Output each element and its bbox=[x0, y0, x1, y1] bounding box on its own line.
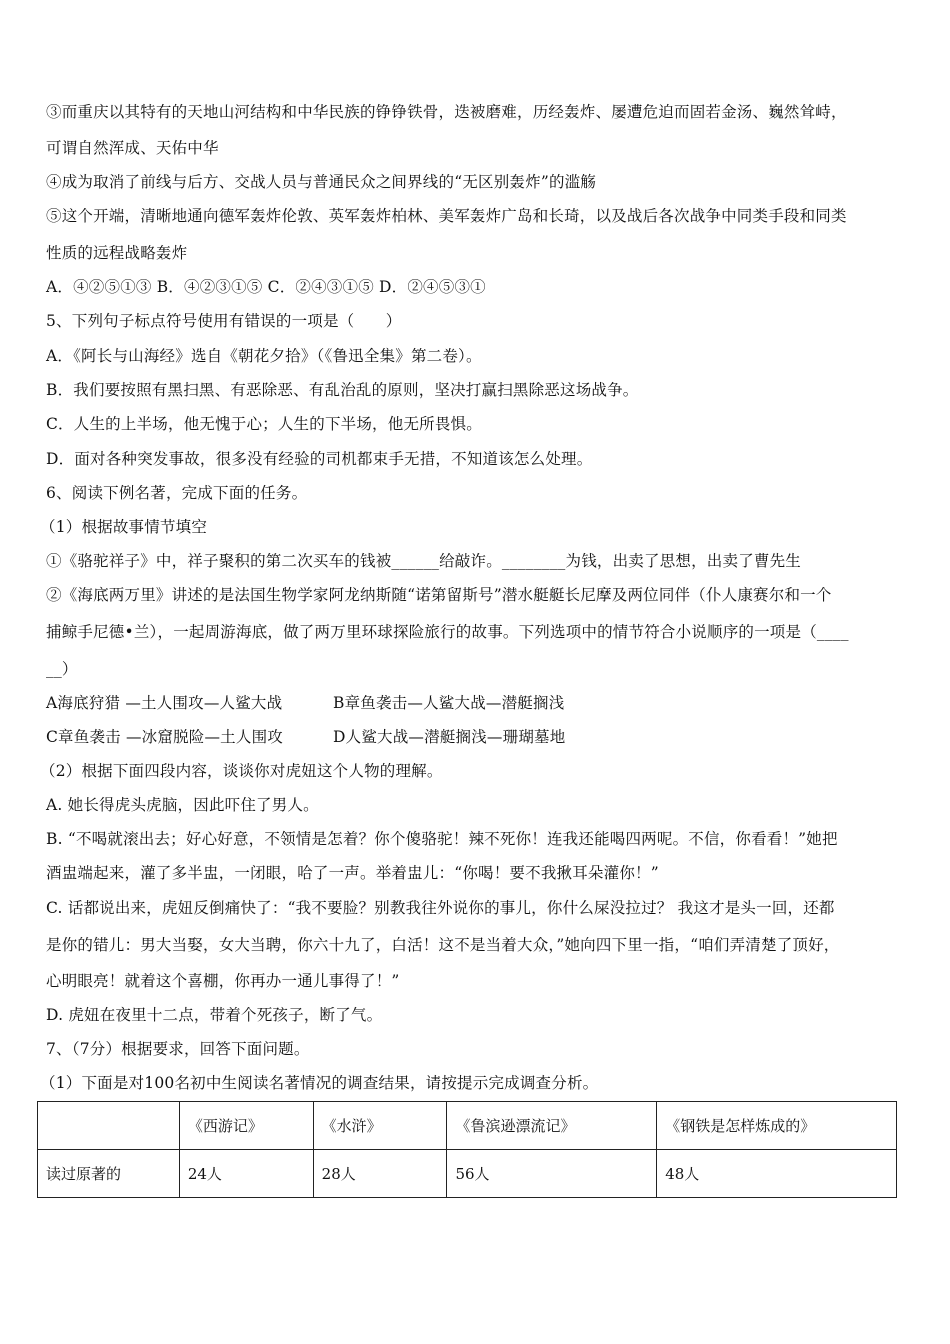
q7-part-1-text: （1）下面是对100名初中生阅读名著情况的调查结果，请按提示完成调查分析。 bbox=[40, 1074, 599, 1092]
table-header-cell bbox=[38, 1102, 180, 1150]
table-header-cell: 《钢铁是怎样炼成的》 bbox=[657, 1102, 897, 1150]
q6-option-d: D人鲨大战—潜艇搁浅—珊瑚墓地 bbox=[333, 728, 566, 746]
table-cell: 56人 bbox=[447, 1150, 657, 1198]
q6-option-b: B章鱼袭击—人鲨大战—潜艇搁浅 bbox=[333, 694, 565, 712]
q6-options-row-2 bbox=[46, 726, 916, 748]
option-3-text-cont: 可谓自然浑成、天佑中华 bbox=[46, 139, 219, 157]
table-header-cell: 《西游记》 bbox=[179, 1102, 313, 1150]
q6-item-2-text: ②《海底两万里》讲述的是法国生物学家阿龙纳斯随“诺第留斯号”潜水艇艇长尼摩及两位同伴（仆人康赛尔和一个 bbox=[46, 586, 832, 604]
q4-answer-choices: A．④②⑤①③ B．④②③①⑤ C．②④③①⑤ D．②④⑤③① bbox=[46, 278, 486, 296]
q6-part-1-heading: （1）根据故事情节填空 bbox=[40, 518, 208, 536]
question-5-stem: 5、下列句子标点符号使用有错误的一项是（ ） bbox=[46, 312, 402, 330]
q6-fill-blank-1: ①《骆驼祥子》中，祥子聚积的第二次买车的钱被______给敲诈。________为钱，出卖了思想，出卖了曹先生 bbox=[46, 552, 802, 570]
table-header-row bbox=[38, 1102, 897, 1150]
q6-options-row-1 bbox=[46, 692, 916, 714]
q6-passage-c-cont: 是你的错儿：男大当娶，女大当聘，你六十九了，白活！这不是当着大众，”她向四下里一指，“咱们弄清楚了顶好， bbox=[46, 936, 840, 954]
q5-choice-a: A．《阿长与山海经》选自《朝花夕拾》（《鲁迅全集》第二卷）。 bbox=[46, 347, 482, 365]
q6-part-2-heading: （2）根据下面四段内容，谈谈你对虎妞这个人物的理解。 bbox=[40, 762, 443, 780]
table-cell: 28人 bbox=[313, 1150, 447, 1198]
q6-passage-c: C. 话都说出来，虎妞反倒痛快了：“我不要脸？别教我往外说你的事儿，你什么屎没拉过？ 我这才是头一回，还都 bbox=[46, 899, 835, 917]
q6-option-a: A海底狩猎 —土人围攻—人鲨大战 bbox=[46, 694, 283, 712]
q5-choice-b: B．我们要按照有黑扫黑、有恶除恶、有乱治乱的原则，坚决打赢扫黑除恶这场战争。 bbox=[46, 381, 639, 399]
q6-passage-c-end: 心明眼亮！就着这个喜棚，你再办一通儿事得了！” bbox=[46, 972, 400, 990]
q6-option-c: C章鱼袭击 —冰窟脱险—土人围攻 bbox=[46, 728, 283, 746]
option-5-text: ⑤这个开端，清晰地通向德军轰炸伦敦、英军轰炸柏林、美军轰炸广岛和长琦，以及战后各次战争中同类手段和同类 bbox=[46, 207, 847, 225]
q6-item-2-text-cont: 捕鲸手尼德•兰），一起周游海底，做了两万里环球探险旅行的故事。下列选项中的情节符合小说顺序的一项是（____ bbox=[46, 623, 849, 641]
question-7-stem: 7、（7分）根据要求，回答下面问题。 bbox=[46, 1040, 310, 1058]
option-3-text: ③而重庆以其特有的天地山河结构和中华民族的铮铮铁骨，迭被磨难，历经轰炸、屡遭危迫而固若金汤、巍然耸峙， bbox=[46, 103, 847, 121]
q6-item-2-blank-end: __） bbox=[46, 660, 78, 678]
q5-choice-d: D．面对各种突发事故，很多没有经验的司机都束手无措，不知道该怎么处理。 bbox=[46, 450, 593, 468]
q6-passage-b-cont: 酒盅端起来，灌了多半盅，一闭眼，哈了一声。举着盅儿：“你喝！要不我揪耳朵灌你！” bbox=[46, 864, 659, 882]
question-6-stem: 6、阅读下例名著，完成下面的任务。 bbox=[46, 484, 308, 502]
option-4-text: ④成为取消了前线与后方、交战人员与普通民众之间界线的“无区别轰炸”的滥觞 bbox=[46, 173, 597, 191]
table-row bbox=[38, 1150, 897, 1198]
table-header-cell: 《鲁滨逊漂流记》 bbox=[447, 1102, 657, 1150]
table-header-cell: 《水浒》 bbox=[313, 1102, 447, 1150]
option-5-text-cont: 性质的远程战略轰炸 bbox=[46, 244, 188, 262]
survey-table bbox=[37, 1101, 897, 1198]
q5-choice-c: C．人生的上半场，他无愧于心；人生的下半场，他无所畏惧。 bbox=[46, 415, 482, 433]
q6-passage-a: A. 她长得虎头虎脑，因此吓住了男人。 bbox=[46, 796, 319, 814]
table-cell: 48人 bbox=[657, 1150, 897, 1198]
table-cell: 24人 bbox=[179, 1150, 313, 1198]
q6-passage-b: B. “不喝就滚出去；好心好意，不领情是怎着？你个傻骆驼！辣不死你！连我还能喝四两呢。不信，你看看！”她把 bbox=[46, 830, 838, 848]
q6-passage-d: D. 虎妞在夜里十二点，带着个死孩子，断了气。 bbox=[46, 1006, 383, 1024]
table-cell: 读过原著的 bbox=[38, 1150, 180, 1198]
